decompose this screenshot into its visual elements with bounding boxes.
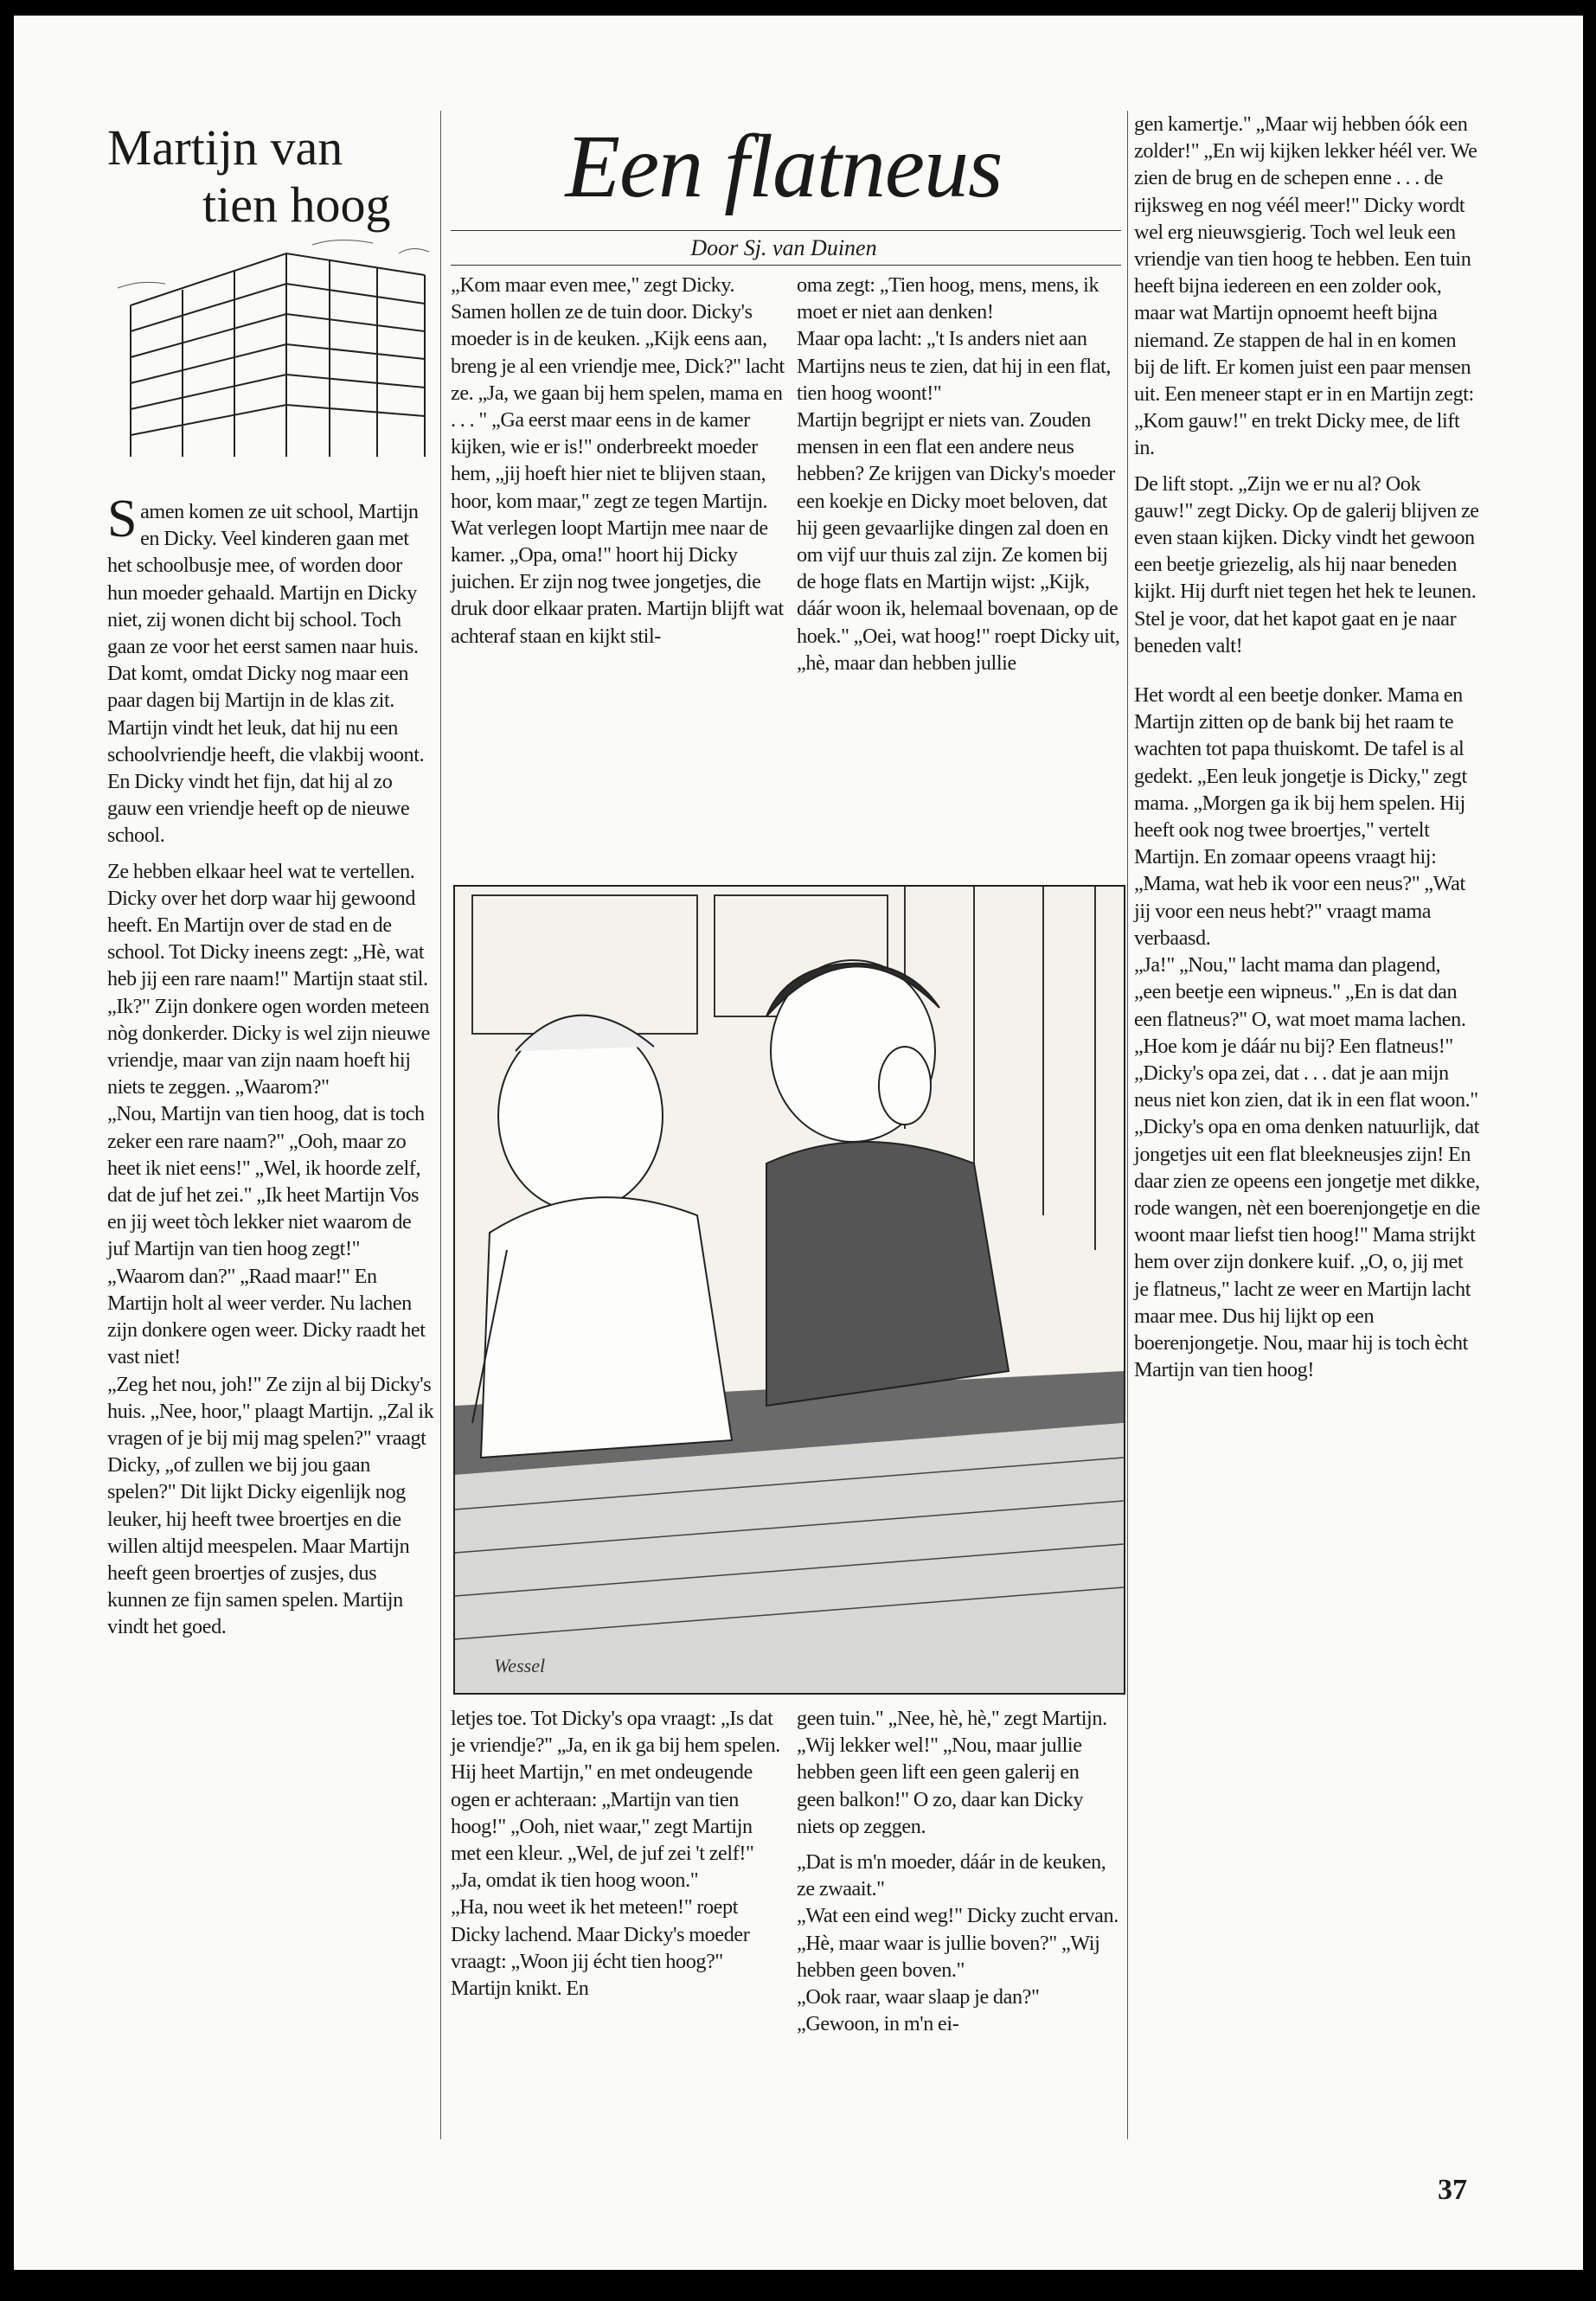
page-number: 37 <box>1438 2174 1467 2206</box>
sidebar-paragraph: Ze hebben elkaar heel wat te vertellen. Dicky over het dorp waar hij gewoond heeft. En Martijn over de stad en de school. Tot Dicky ineens zegt: „Hè, wat heb jij een rare naam!" Martijn staat stil. „Ik?" Zijn donkere ogen worden meteen nòg donkerder. Dicky is wel zijn nieuwe vriendje, maar van zijn naam hoeft hij niets te zeggen. „Waarom?" „Nou, Martijn van tien hoog, dat is toch zeker een rare naam?" „Ooh, maar zo heet ik niet eens!" „Wel, ik hoorde zelf, dat de juf het zei." „Ik heet Martijn Vos en jij weet tòch lekker niet waarom de juf Martijn van tien hoog zegt!" „Waarom dan?" „Raad maar!" En Martijn holt al weer verder. Nu lachen zijn donkere ogen weer. Dicky raadt het vast niet! „Zeg het nou, joh!" Ze zijn al bij Dicky's huis. „Nee, hoor," plaagt Martijn. „Zal ik vragen of je bij mij mag spelen?" vraagt Dicky, „of zullen we bij jou gaan spelen?" Dit lijkt Dicky eigenlijk nog leuker, hij heeft twee broertjes en die willen altijd meespelen. Maar Martijn heeft geen broertjes of zusjes, dus kunnen ze fijn samen spelen. Martijn vindt het goed. <box>107 859 434 1639</box>
sidebar-paragraph: Samen komen ze uit school, Martijn en Dicky. Veel kinderen gaan met het schoolbusje mee, of worden door hun moeder gehaald. Martijn en Dicky niet, zij wonen dicht bij school. Toch gaan ze voor het eerst samen naar huis. Dat komt, omdat Dicky nog maar een paar dagen bij Martijn in de klas zit. Martijn vindt het leuk, dat hij nu een schoolvriendje heeft, die vlakbij woont. En Dicky vindt het fijn, dat hij al zo gauw een vriendje heeft op de nieuwe school. <box>107 490 425 848</box>
magazine-page <box>14 16 1583 2270</box>
sidebar-title-line1: Martijn van <box>107 119 343 176</box>
article-paragraph: „Kom maar even mee," zegt Dicky. Samen hollen ze de tuin door. Dicky's moeder is in de keuken. „Kijk eens aan, breng je al een vriendje mee, Dick?" lacht ze. „Ja, we gaan bij hem spelen, mama en . . . " „Ga eerst maar eens in de kamer kijken, wie er is!" onderbreekt moeder hem, „jij hoeft hier niet te blijven staan, hoor, kom maar," zegt ze tegen Martijn. Wat verlegen loopt Martijn mee naar de kamer. „Opa, oma!" hoort hij Dicky juichen. Er zijn nog twee jongetjes, die druk door elkaar praten. Martijn blijft wat achteraf staan en kijkt stil- <box>451 273 785 648</box>
article-column-2-top <box>451 272 785 658</box>
article-title: Een flatneus <box>565 117 1003 216</box>
sidebar-text <box>107 490 434 1650</box>
article-column-2-bottom <box>451 1705 785 2010</box>
article-paragraph: gen kamertje." „Maar wij hebben óók een zolder!" „En wij kijken lekker héél ver. We zien de brug en de schepen enne . . . de rijksweg en nog véél meer!" Dicky wordt wel erg nieuwsgierig. Toch wel leuk een vriendje van tien hoog te hebben. Een tuin heeft bijna iedereen en een zolder ook, maar wat Martijn opnoemt heeft bijna niemand. Ze stappen de hal in en komen bij de lift. Er komen juist een paar mensen uit. Een meneer stapt er in en Martijn zegt: „Kom gauw!" en trekt Dicky mee, de lift in. <box>1134 112 1477 460</box>
article-paragraph: „Dat is m'n moeder, dáár in de keuken, ze zwaait." „Wat een eind weg!" Dicky zucht ervan. „Hè, maar waar is jullie boven?" „Wij hebben geen boven." „Ook raar, waar slaap je dan?" „Gewoon, in m'n ei- <box>797 1850 1118 2036</box>
article-column-3-top <box>797 272 1121 685</box>
column-divider <box>440 111 441 2139</box>
article-paragraph: De lift stopt. „Zijn we er nu al? Ook gauw!" zegt Dicky. Op de galerij blijven ze even staan kijken. Dicky vindt het gewoon een beetje griezelig, als hij naar beneden kijkt. Hij durft niet tegen het hek te leunen. Stel je voor, dat het kapot gaat en je naar beneden valt! <box>1134 471 1479 657</box>
article-paragraph: geen tuin." „Nee, hè, hè," zegt Martijn. „Wij lekker wel!" „Nou, maar jullie hebben geen lift een geen galerij en geen balkon!" O zo, daar kan Dicky niets op zeggen. <box>797 1707 1107 1838</box>
article-column-4 <box>1134 111 1480 1392</box>
title-rule <box>451 230 1121 231</box>
sidebar-title <box>107 119 436 234</box>
apartment-building-drawing <box>113 228 433 461</box>
drop-cap: S <box>107 490 138 548</box>
article-paragraph: oma zegt: „Tien hoog, mens, mens, ik moet er niet aan denken! Maar opa lacht: „'t Is anders niet aan Martijns neus te zien, dat hij in een flat, tien hoog woont!" Martijn begrijpt er niets van. Zouden mensen in een flat een andere neus hebben? Ze krijgen van Dicky's moeder een koekje en Dicky moet beloven, dat hij geen gevaarlijke dingen zal doen en om vijf uur thuis zal zijn. Ze komen bij de hoge flats en Martijn wijst: „Kijk, dáár woon ik, helemaal bovenaan, op de hoek." „Oei, wat hoog!" roept Dicky uit, „hè, maar dan hebben jullie <box>797 273 1120 675</box>
two-boys-drawing <box>455 887 1124 1693</box>
byline-rule <box>451 265 1121 266</box>
article-column-3-bottom <box>797 1705 1121 2046</box>
illustrator-signature: Wessel <box>494 1655 546 1676</box>
story-illustration <box>453 885 1125 1695</box>
article-byline: Door Sj. van Duinen <box>690 235 877 260</box>
sidebar-title-line2: tien hoog <box>202 176 391 233</box>
article-paragraph: Het wordt al een beetje donker. Mama en Martijn zitten op de bank bij het raam te wachten tot papa thuiskomt. De tafel is al gedekt. „Een leuk jongetje is Dicky," zegt mama. „Morgen ga ik bij hem spelen. Hij heeft ook nog twee broertjes," vertelt Martijn. En zomaar opeens vraagt hij: „Mama, wat heb ik voor een neus?" „Wat jij voor een neus hebt?" vraagt mama verbaasd. „Ja!" „Nou," lacht mama dan plagend, „een beetje een wipneus." „En is dat dan een flatneus?" O, wat moet mama lachen. „Hoe kom je dáár nu bij? Een flatneus!" „Dicky's opa zei, dat . . . dat je aan mijn neus niet kon zien, dat ik in een flat woon." „Dicky's opa en oma denken natuurlijk, dat jongetjes uit een flat bleekneusjes zijn! En daar zien ze opeens een jongetje met dikke, rode wangen, nèt een boerenjongetje en die woont maar liefst tien hoog!" Mama strijkt hem over zijn donkere kuif. „O, o, jij met je flatneus," lacht ze weer en Martijn lacht maar mee. Dus hij lijkt op een boerenjongetje. Nou, maar hij is toch ècht Martijn van tien hoog! <box>1134 683 1480 1382</box>
column-divider <box>1127 111 1128 2139</box>
article-paragraph: letjes toe. Tot Dicky's opa vraagt: „Is dat je vriendje?" „Ja, en ik ga bij hem spelen. Hij heet Martijn," en met ondeugende ogen er achteraan: „Martijn van tien hoog!" „Ooh, niet waar," zegt Martijn met een kleur. „Wel, de juf zei 't zelf!" „Ja, omdat ik tien hoog woon." „Ha, nou weet ik het meteen!" roept Dicky lachend. Maar Dicky's moeder vraagt: „Woon jij écht tien hoog?" Martijn knikt. En <box>451 1707 780 2001</box>
